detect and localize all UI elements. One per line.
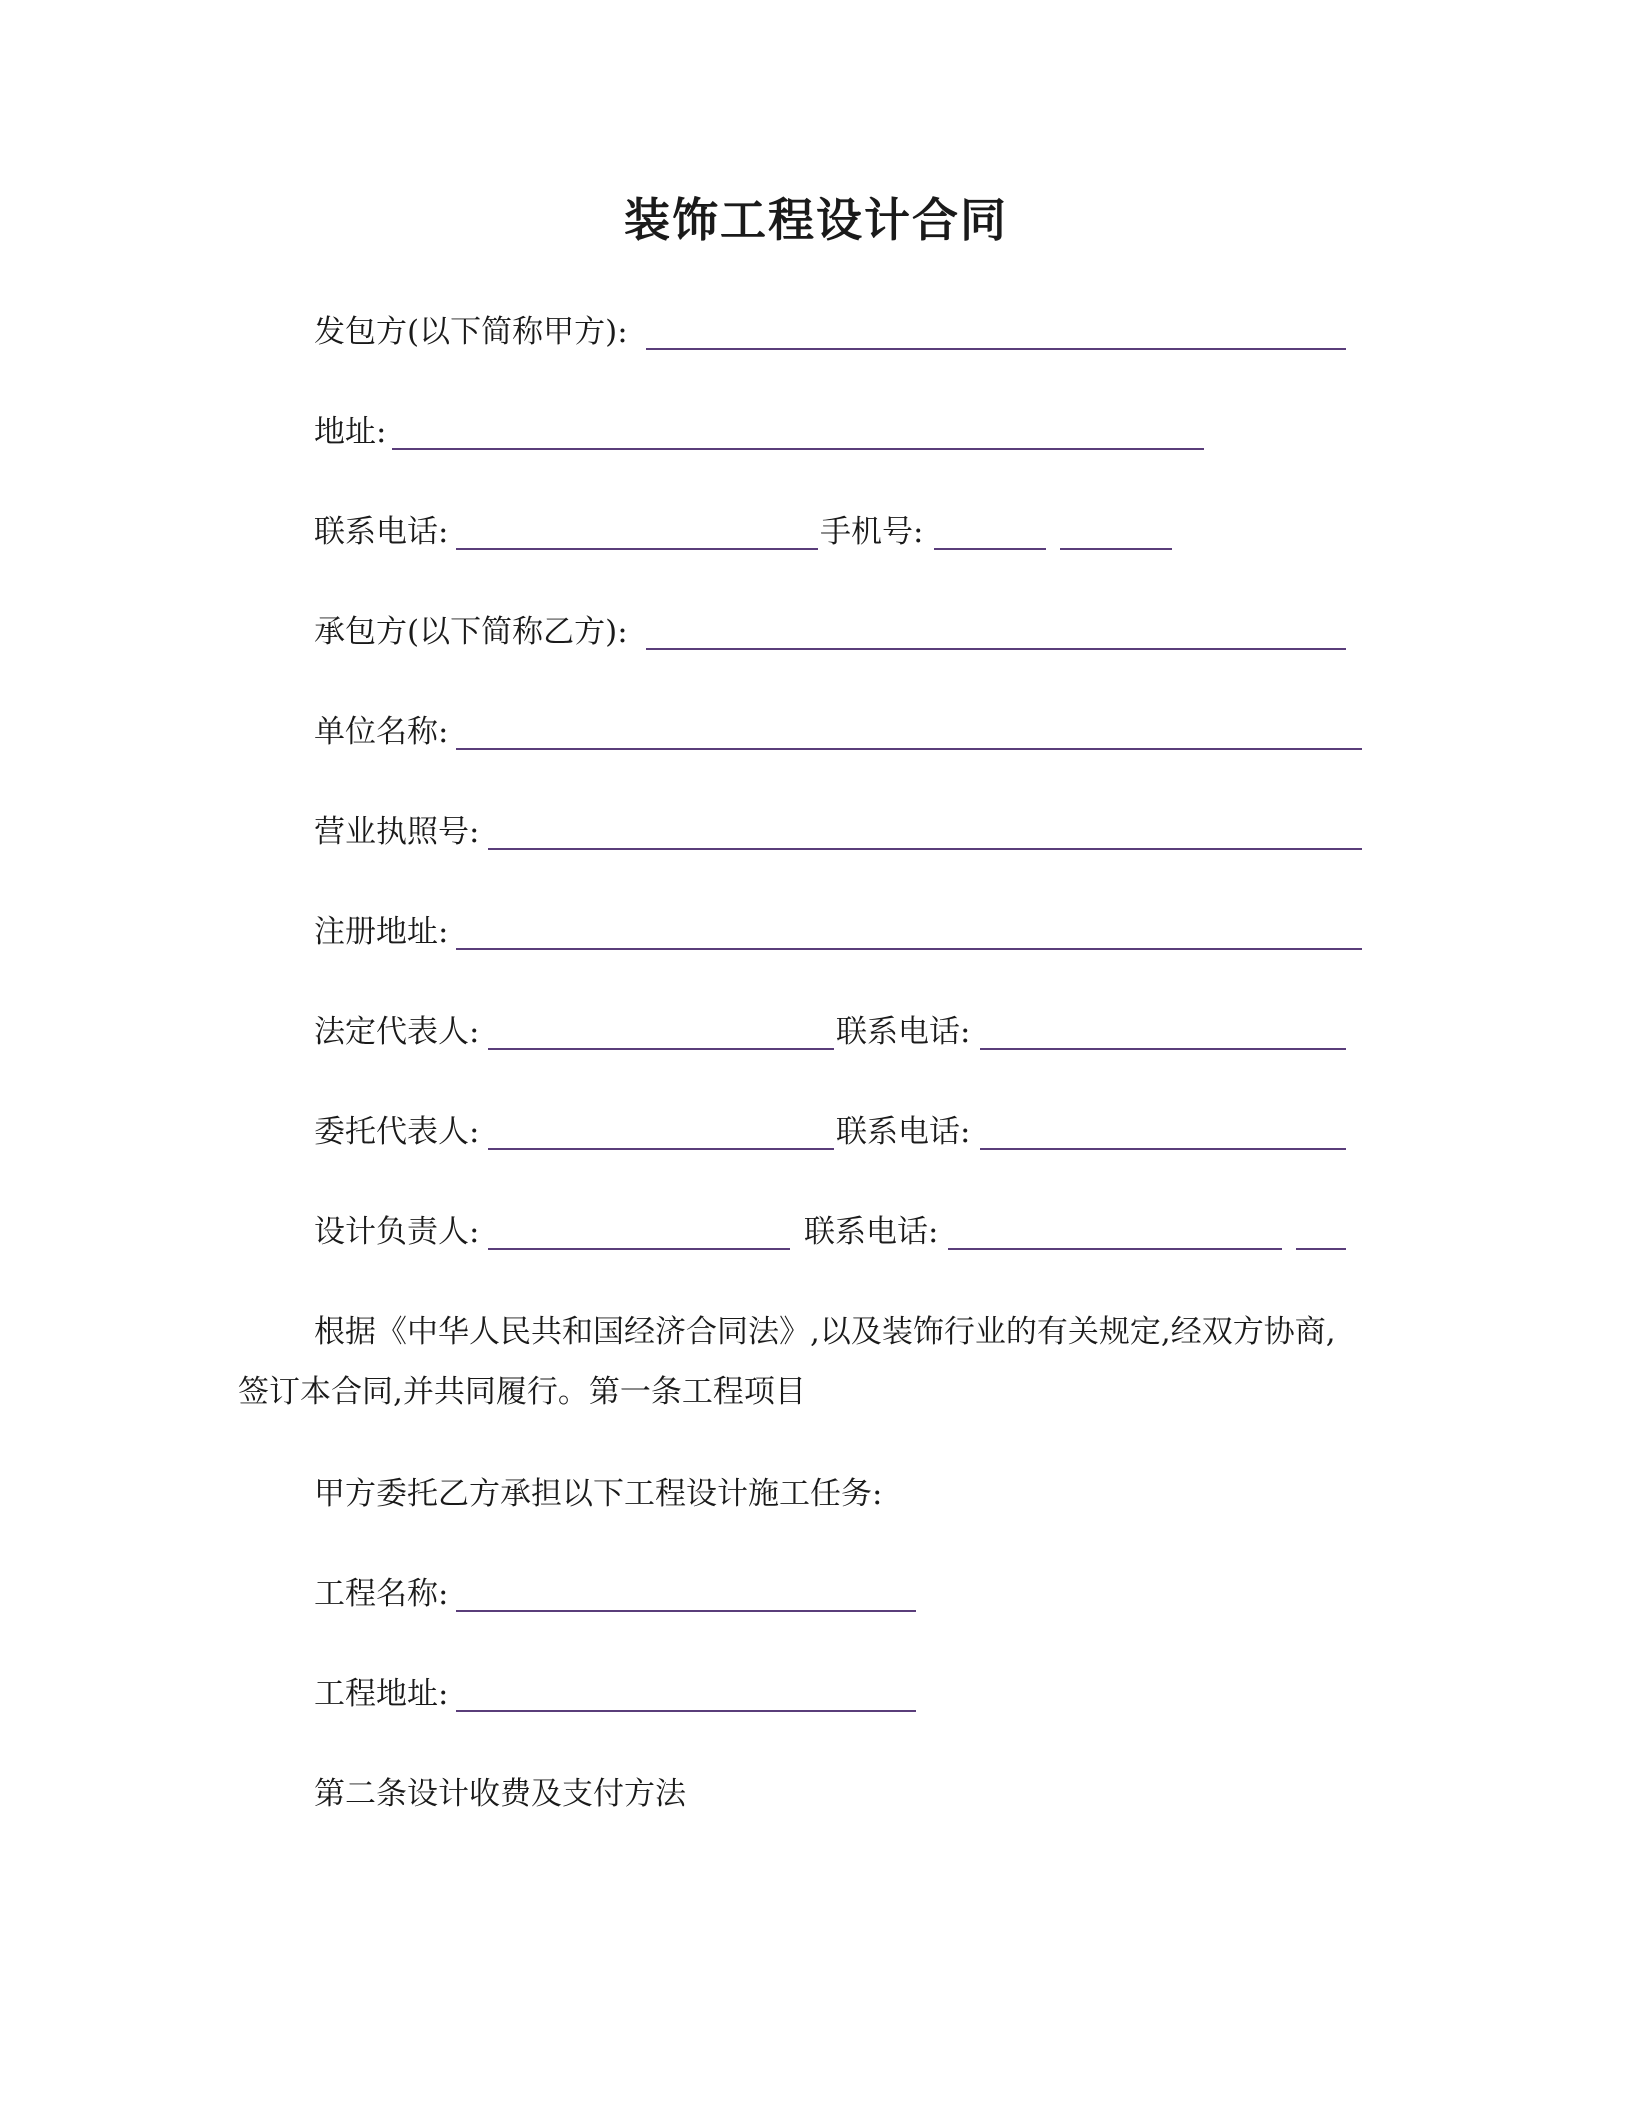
registered-address-label: 注册地址: [314, 914, 449, 950]
address-label: 地址: [314, 414, 387, 450]
legal-rep-row [314, 1010, 1374, 1054]
party-b-blank[interactable] [646, 648, 1346, 650]
entrusted-rep-label: 委托代表人: [314, 1114, 480, 1150]
article-2-heading: 第二条设计收费及支付方法 [314, 1776, 686, 1812]
mobile-blank-1[interactable] [934, 548, 1046, 550]
project-address-label: 工程地址: [314, 1676, 449, 1712]
preamble-line-1: 根据《中华人民共和国经济合同法》,以及装饰行业的有关规定,经双方协商, [314, 1314, 1336, 1350]
design-lead-phone-label: 联系电话: [804, 1214, 939, 1250]
address-row [314, 410, 1354, 454]
unit-name-row [314, 710, 1374, 754]
party-b-row [314, 610, 1354, 654]
preamble-line-2: 签订本合同,并共同履行。第一条工程项目 [238, 1374, 806, 1410]
phone-row [314, 510, 1354, 554]
address-blank[interactable] [392, 448, 1204, 450]
entrusted-rep-blank[interactable] [488, 1148, 834, 1150]
legal-rep-phone-blank[interactable] [980, 1048, 1346, 1050]
unit-name-blank[interactable] [456, 748, 1362, 750]
project-address-row [314, 1672, 1074, 1716]
entrusted-rep-row [314, 1110, 1374, 1154]
design-lead-phone-blank-1[interactable] [948, 1248, 1282, 1250]
entrusted-rep-phone-label: 联系电话: [836, 1114, 971, 1150]
party-a-row [314, 310, 1354, 354]
party-a-label: 发包方(以下简称甲方): [314, 314, 628, 350]
phone-blank[interactable] [456, 548, 818, 550]
party-a-blank[interactable] [646, 348, 1346, 350]
license-blank[interactable] [488, 848, 1362, 850]
mobile-label: 手机号: [820, 514, 924, 550]
project-name-label: 工程名称: [314, 1576, 449, 1612]
party-b-label: 承包方(以下简称乙方): [314, 614, 628, 650]
design-lead-blank[interactable] [488, 1248, 790, 1250]
unit-name-label: 单位名称: [314, 714, 449, 750]
mobile-blank-2[interactable] [1060, 548, 1172, 550]
legal-rep-blank[interactable] [488, 1048, 834, 1050]
design-lead-label: 设计负责人: [314, 1214, 480, 1250]
registered-address-row [314, 910, 1374, 954]
entrusted-rep-phone-blank[interactable] [980, 1148, 1346, 1150]
document-title: 装饰工程设计合同 [624, 193, 1008, 247]
registered-address-blank[interactable] [456, 948, 1362, 950]
design-lead-row [314, 1210, 1374, 1254]
legal-rep-phone-label: 联系电话: [836, 1014, 971, 1050]
legal-rep-label: 法定代表人: [314, 1014, 480, 1050]
project-address-blank[interactable] [456, 1710, 916, 1712]
project-name-blank[interactable] [456, 1610, 916, 1612]
task-intro: 甲方委托乙方承担以下工程设计施工任务: [314, 1476, 883, 1512]
license-label: 营业执照号: [314, 814, 480, 850]
design-lead-phone-blank-2[interactable] [1296, 1248, 1346, 1250]
license-row [314, 810, 1374, 854]
phone-label: 联系电话: [314, 514, 449, 550]
project-name-row [314, 1572, 1074, 1616]
